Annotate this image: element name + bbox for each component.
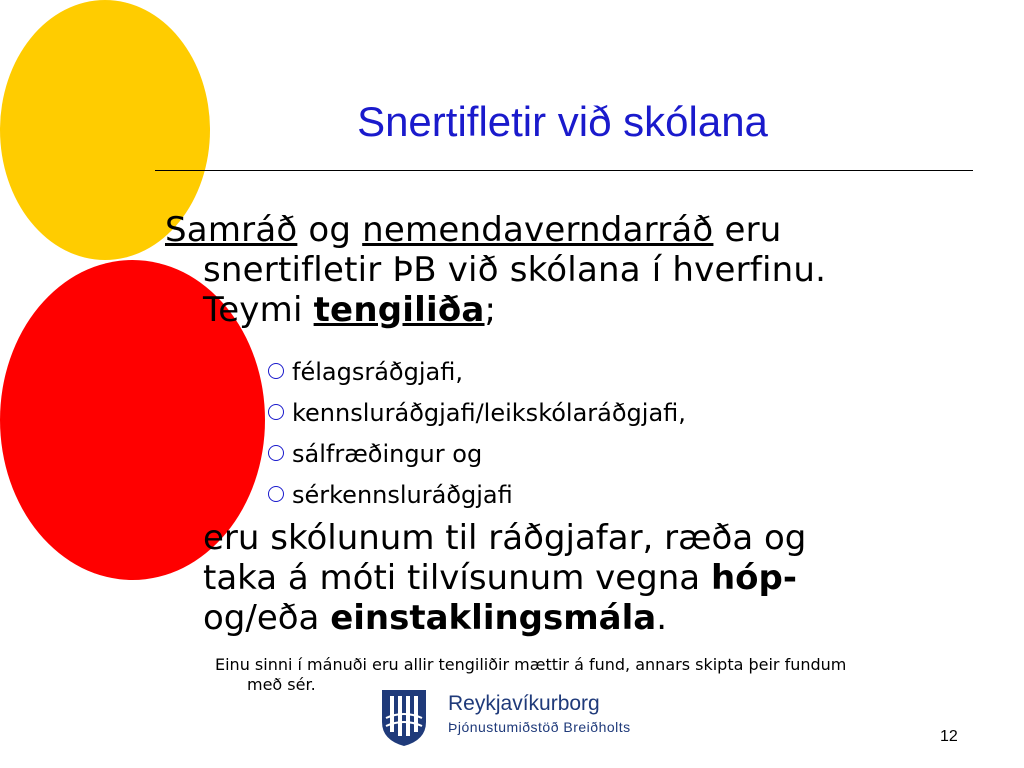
title-divider	[155, 170, 973, 171]
circle-bullet-icon	[268, 445, 284, 461]
intro-paragraph	[165, 210, 826, 330]
term-nemendaverndarrad: nemendaverndarráð	[362, 210, 714, 250]
note-line-1: Einu sinni í mánuði eru allir tengiliðir mættir á fund, annars skipta þeir fundum	[215, 655, 847, 674]
term-einstaklingsmala: einstaklingsmála	[330, 598, 657, 638]
list-item-label: sérkennsluráðgjafi	[292, 481, 513, 509]
conclusion-line-2-prefix: taka á móti tilvísunum vegna	[203, 558, 711, 598]
logo-name: Reykjavíkurborg	[448, 692, 600, 715]
term-tengilida: tengiliða	[313, 290, 485, 330]
conclusion-line-3-prefix: og/eða	[203, 598, 331, 638]
page-number: 12	[940, 728, 958, 745]
list-item-label: kennsluráðgjafi/leikskólaráðgjafi,	[292, 399, 686, 427]
circle-bullet-icon	[268, 404, 284, 420]
circle-bullet-icon	[268, 363, 284, 379]
conclusion-line-2	[203, 558, 806, 598]
conclusion-line-3-suffix: .	[656, 598, 668, 638]
list-item	[268, 434, 686, 475]
list-item-label: félagsráðgjafi,	[292, 358, 463, 386]
note-line-2: með sér.	[247, 675, 316, 694]
intro-line-3-suffix: ;	[484, 290, 497, 330]
role-list	[268, 352, 686, 516]
list-item	[268, 352, 686, 393]
list-item-label: sálfræðingur og	[292, 440, 483, 468]
intro-text-2: eru	[713, 210, 782, 250]
list-item	[268, 475, 686, 516]
conclusion-paragraph	[203, 518, 806, 638]
intro-line-2: snertifletir ÞB við skólana í hverfinu.	[203, 250, 827, 290]
conclusion-line-3	[203, 598, 806, 638]
reykjavik-crest-icon	[380, 688, 428, 748]
intro-line-3-prefix: Teymi	[203, 290, 314, 330]
slide-title: Snertifletir við skólana	[357, 98, 768, 145]
logo-subtitle: Þjónustumiðstöð Breiðholts	[448, 719, 631, 735]
intro-line-3	[165, 290, 826, 330]
circle-bullet-icon	[268, 486, 284, 502]
intro-text-1: og	[297, 210, 363, 250]
term-samrad: Samráð	[165, 210, 298, 250]
list-item	[268, 393, 686, 434]
meeting-note	[215, 655, 965, 695]
conclusion-line-1: eru skólunum til ráðgjafar, ræða og	[203, 518, 807, 558]
term-hop: hóp-	[710, 558, 797, 598]
intro-line-1	[165, 210, 826, 250]
